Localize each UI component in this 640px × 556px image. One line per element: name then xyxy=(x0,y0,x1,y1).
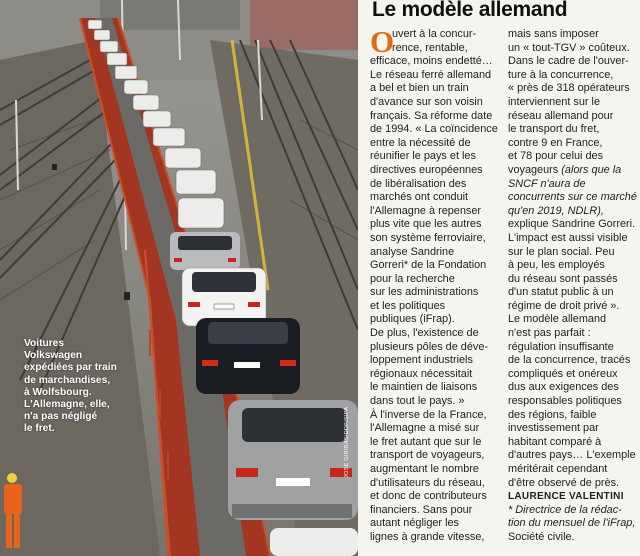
article-text-line: Dans le cadre de l'ouver- xyxy=(508,55,629,68)
article-text-line: sur le plan social. Peu xyxy=(508,245,615,258)
article-text-line: son système ferroviaire, xyxy=(370,231,486,244)
article-text-line: plus vite que les autres xyxy=(370,218,482,231)
article-text-line: dans tout le pays. » xyxy=(370,395,465,408)
article-text-line: entre la nécessité de xyxy=(370,136,471,149)
article-text-line: transport de voyageurs, xyxy=(370,449,485,462)
article-text-line: d'avance sur son voisin xyxy=(370,95,483,108)
article-text-line: d'être observé de près. xyxy=(508,476,620,489)
caption-line: L'Allemagne, elle, xyxy=(24,399,110,411)
article-text-line: d'utilisateurs du réseau, xyxy=(370,476,485,489)
article-text-line: dus aux exigences des xyxy=(508,381,619,394)
article-text-line: analyse Sandrine xyxy=(370,245,455,258)
article-title: Le modèle allemand xyxy=(372,0,568,21)
article-text-line: contre 9 en France, xyxy=(508,136,603,149)
article-text-line: concurrents sur ce marché xyxy=(508,191,637,204)
article-text-line: tion du mensuel de l'iFrap, xyxy=(508,517,636,530)
article-text-line: rence, rentable, xyxy=(392,41,468,54)
article-italic-note: (alors que la xyxy=(558,163,622,176)
article-text-line: méritérait cependant xyxy=(508,463,608,475)
article-text-line: Le réseau ferré allemand xyxy=(370,68,492,81)
article-column-2 xyxy=(508,28,638,545)
article-text-line: À l'inverse de la France, xyxy=(370,408,487,421)
photo-credit: JOSÉ GIRIBAS/DDP/SIPA xyxy=(344,406,350,478)
article-text-line: interviennent sur le xyxy=(508,95,601,108)
article-text-line: augmentant le nombre xyxy=(370,463,479,475)
article-text-line: explique Sandrine Gorreri. xyxy=(508,218,636,231)
article-text-line: le fret autant que sur le xyxy=(370,435,482,448)
article-text-line: responsables politiques xyxy=(508,395,622,408)
article-text-line: habitant comparé à xyxy=(508,435,602,448)
article-text-line: plusieurs pôles de déve- xyxy=(370,340,489,353)
article-text-line: de 1994. « La coïncidence xyxy=(370,123,498,136)
caption-line: Voitures xyxy=(24,338,65,349)
article-text-line: loppement industriels xyxy=(370,354,473,367)
article-text-line: L'impact est aussi visible xyxy=(508,231,628,244)
caption-line: le fret. xyxy=(24,423,55,435)
article-text-line: De plus, l'existence de xyxy=(370,327,479,340)
article-text-line: lignes à grande vitesse, xyxy=(370,530,485,543)
article-text-line: Société civile. xyxy=(508,530,575,543)
article-text-line: efficace, moins endetté… xyxy=(370,55,493,68)
article-text-line: d'un statut public à un xyxy=(508,286,614,299)
photo-caption xyxy=(24,338,120,436)
article-text-line: l'Allemagne a misé sur xyxy=(370,422,480,435)
article-text-line: un « tout-TGV » coûteux. xyxy=(508,41,630,54)
article-text-line: et donc de contributeurs xyxy=(370,490,487,503)
article-text-line: « près de 318 opérateurs xyxy=(508,82,630,95)
caption-line: de marchandises, xyxy=(24,374,111,386)
caption-line: Volkswagen xyxy=(24,350,83,362)
article-text-line: sur les administrations xyxy=(370,286,479,299)
article-text-line: réseau allemand pour xyxy=(508,109,614,122)
caption-line: n'a pas négligé xyxy=(24,411,98,423)
article-text-line: voyageurs (alors que la xyxy=(508,163,622,176)
article-text-line: marchés ont conduit xyxy=(370,191,469,204)
article-text-line: des régions, faible xyxy=(508,408,597,421)
article-text-line: n'est pas parfait : xyxy=(508,327,591,340)
caption-line: expédiées par train xyxy=(24,362,117,374)
caption-line: à Wolfsbourg. xyxy=(24,386,92,398)
article-text-line: le transport du fret, xyxy=(508,123,600,136)
article-text-line: du réseau sont passés xyxy=(508,272,618,285)
article-text-line: directives européennes xyxy=(370,163,483,176)
article-column-1 xyxy=(370,24,506,545)
article-text-line: l'Allemagne à repenser xyxy=(370,204,482,217)
article-text-line: compliqués et onéreux xyxy=(508,367,618,380)
article-text-line: régulation insuffisante xyxy=(508,340,614,353)
article-text-line: financiers. Sans pour xyxy=(370,503,473,516)
article-text-line: réunifier le pays et les xyxy=(370,150,476,163)
article-text-line: uvert à la concur- xyxy=(392,28,477,40)
article-text-line: investissement par xyxy=(508,422,599,435)
article-text-line: de la concurrence, tracés xyxy=(508,354,631,367)
article-text-line: Le modèle allemand xyxy=(508,313,607,326)
article-text-line: Gorreri* de la Fondation xyxy=(370,259,487,272)
article-text-line: et 78 pour celui des xyxy=(508,150,604,163)
article-text-line: publiques (iFrap). xyxy=(370,313,455,326)
article-text-line: régionaux nécessitait xyxy=(370,367,473,380)
article-text-line: autant négliger les xyxy=(370,517,460,530)
article-text-line: de libéralisation des xyxy=(370,177,467,190)
article-text-line: pour la recherche xyxy=(370,272,455,285)
article-text-line: SNCF n'aura de xyxy=(508,177,586,190)
article xyxy=(362,0,640,556)
article-text-line: régime de droit privé ». xyxy=(508,299,620,312)
article-text-line: * Directrice de la rédac- xyxy=(508,503,622,516)
article-text-line: qu'en 2019, NDLR), xyxy=(508,204,604,217)
article-text-line: a bel et bien un train xyxy=(370,82,469,95)
article-text-line: mais sans imposer xyxy=(508,28,599,40)
article-text-line: d'autres pays… L'exemple xyxy=(508,449,636,462)
article-text-line: LAURENCE VALENTINI xyxy=(508,491,624,503)
article-text-line: à peu, les employés xyxy=(508,259,605,272)
article-text-line: et les politiques xyxy=(370,299,446,312)
article-text-line: ture à la concurrence, xyxy=(508,68,614,81)
drop-cap: O xyxy=(370,24,395,59)
article-text-line: le maintien de liaisons xyxy=(370,381,478,394)
article-text-line: français. Sa réforme date xyxy=(370,109,493,122)
